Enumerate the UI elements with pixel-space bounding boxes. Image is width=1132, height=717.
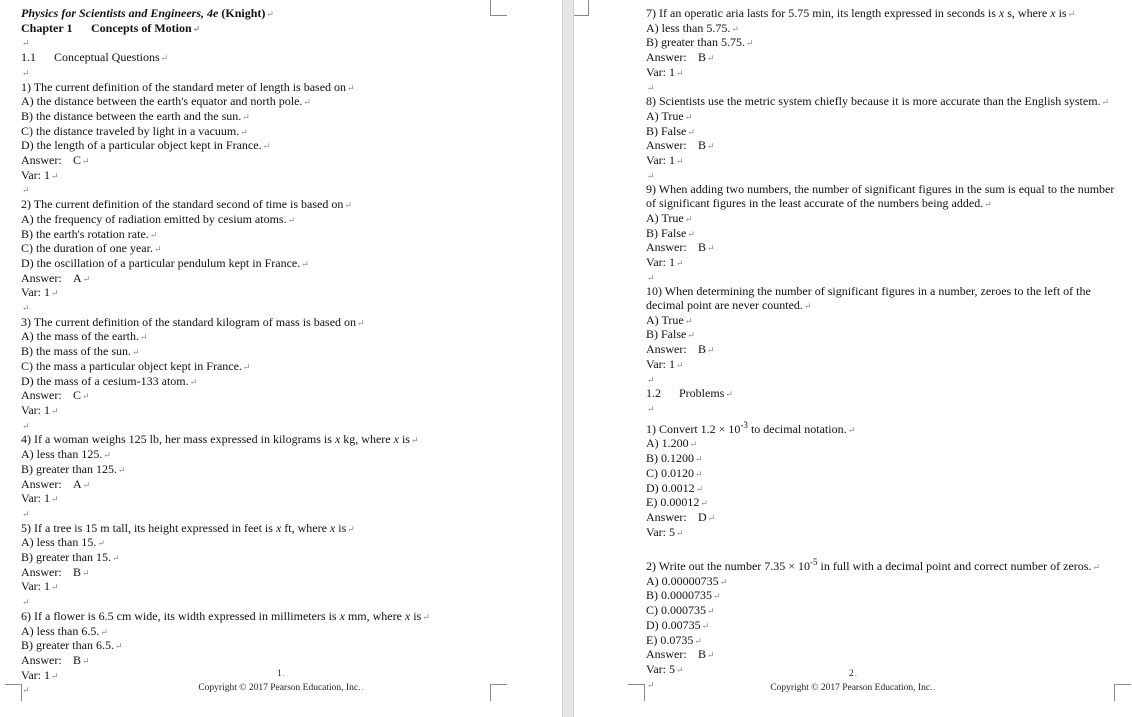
paragraph-mark-icon: ↵ [695, 454, 703, 465]
answer-option: A) the distance between the earth's equator and north pole.↵ [21, 94, 311, 109]
paragraph-mark-icon: ↵ [684, 213, 693, 224]
answer-option: B) 0.1200↵ [646, 451, 703, 466]
paragraph-mark-icon: ↵ [82, 391, 90, 402]
answer-option: A) less than 5.75.↵ [646, 20, 739, 35]
paragraph-mark-icon: ↵ [344, 200, 352, 211]
paragraph-mark-icon: ↵ [647, 272, 655, 283]
paragraph-mark-icon: ↵ [22, 303, 30, 314]
answer-option: A) True↵ [646, 312, 693, 327]
question-10 [646, 285, 1116, 372]
paragraph-mark-icon: ↵ [713, 591, 721, 602]
page-number: 2. [849, 668, 857, 679]
paragraph-mark-icon: ↵ [22, 685, 30, 696]
answer-key: Answer: C↵ [21, 388, 90, 403]
answer-option: C) 0.0120↵ [646, 465, 703, 480]
paragraph-mark-icon: ↵ [22, 185, 30, 196]
answer-option: A) less than 6.5.↵ [21, 623, 108, 638]
answer-key: Answer: C↵ [21, 153, 90, 168]
question-stem: 10) When determining the number of significant figures in a number, zeroes to the left of the decimal point are never counted.↵ [646, 284, 1091, 313]
answer-option: B) 0.0000735↵ [646, 588, 721, 603]
answer-option: A) True↵ [646, 210, 693, 225]
question-stem: 1) The current definition of the standard meter of length is based on↵ [21, 79, 355, 94]
answer-key: Answer: B↵ [646, 342, 715, 357]
answer-key: Answer: B↵ [21, 564, 90, 579]
chapter-label: Chapter 1 [21, 20, 73, 35]
answer-option: B) greater than 6.5.↵ [21, 638, 123, 653]
page-footer [0, 667, 562, 695]
page-2-text [646, 7, 1116, 692]
paragraph-mark-icon: ↵ [725, 389, 733, 400]
answer-key: Answer: B↵ [646, 50, 715, 65]
paragraph-mark-icon: ↵ [82, 273, 91, 284]
paragraph-mark-icon: ↵ [707, 243, 715, 254]
answer-option: B) False↵ [646, 327, 695, 342]
paragraph-mark-icon: ↵ [51, 170, 59, 181]
answer-option: B) greater than 15.↵ [21, 550, 120, 565]
paragraph-mark-icon: ↵ [192, 23, 201, 34]
paragraph-mark-icon: ↵ [647, 82, 655, 93]
answer-option: B) False↵ [646, 123, 695, 138]
paragraph-mark-icon: ↵ [707, 345, 715, 356]
answer-key: Answer: D↵ [646, 509, 716, 524]
paragraph-mark-icon: ↵ [262, 141, 271, 152]
margin-crop-mark [628, 684, 645, 701]
answer-option: C) the distance traveled by light in a vacuum.↵ [21, 123, 248, 138]
paragraph-mark-icon: ↵ [22, 508, 30, 519]
problem-2 [646, 556, 1116, 678]
question-stem: 1) Convert $1.2 \times 10^{-3}$ to decimal notation.↵ [646, 419, 856, 436]
paragraph-mark-icon: ↵ [847, 424, 856, 435]
paragraph-mark-icon: ↵ [687, 126, 695, 137]
paragraph-mark-icon: ↵ [694, 635, 702, 646]
answer-option: A) less than 125.↵ [21, 447, 111, 462]
answer-option: D) 0.00735↵ [646, 617, 710, 632]
variation-count: Var: 1↵ [21, 579, 59, 594]
paragraph-mark-icon: ↵ [357, 317, 365, 328]
answer-option: E) 0.0735↵ [646, 632, 702, 647]
paragraph-mark-icon: ↵ [347, 82, 355, 93]
paragraph-mark-icon: ↵ [51, 670, 59, 681]
paragraph-mark-icon: ↵ [22, 420, 30, 431]
question-stem: 2) Write out the number $7.35 \times 10^{-5}$ in full with a decimal point and correct number of zeros.↵ [646, 557, 1101, 573]
answer-option: D) the oscillation of a particular pendulum kept in France.↵ [21, 255, 309, 270]
question-stem: 6) If a flower is 6.5 cm wide, its width expressed in millimeters is x mm, where x is↵ [21, 608, 430, 623]
paragraph-mark-icon: ↵ [687, 330, 695, 341]
answer-option: B) the mass of the sun.↵ [21, 344, 140, 359]
paragraph-mark-icon: ↵ [266, 9, 274, 19]
paragraph-mark-icon: ↵ [132, 347, 140, 358]
paragraph-mark-icon: ↵ [103, 450, 111, 461]
answer-option: B) greater than 5.75.↵ [646, 35, 754, 50]
variation-count: Var: 5↵ [646, 661, 684, 676]
question-1 [21, 81, 541, 184]
paragraph-mark-icon: ↵ [687, 228, 695, 239]
variation-count: Var: 5↵ [646, 524, 684, 539]
section-number: 1.2 [646, 386, 661, 401]
variation-count: Var: 1↵ [646, 153, 684, 168]
question-4 [21, 433, 541, 507]
paragraph-mark-icon: ↵ [707, 53, 715, 64]
book-header [21, 7, 541, 22]
question-2 [21, 198, 541, 301]
paragraph-mark-icon: ↵ [707, 512, 716, 523]
paragraph-mark-icon: ↵ [242, 361, 251, 372]
paragraph-mark-icon: ↵ [114, 641, 123, 652]
answer-option: E) 0.00012↵ [646, 495, 708, 510]
paragraph-mark-icon: ↵ [303, 97, 311, 108]
variation-count: Var: 1↵ [21, 667, 59, 682]
problem-1 [646, 419, 1116, 541]
answer-option: A) 0.00000735↵ [646, 573, 728, 588]
paragraph-mark-icon: ↵ [707, 650, 715, 661]
paragraph-mark-icon: ↵ [82, 156, 90, 167]
question-8 [646, 95, 1116, 169]
copyright-notice: Copyright © 2017 Pearson Education, Inc.. [198, 682, 364, 693]
copyright-notice: Copyright © 2017 Pearson Education, Inc.. [770, 682, 936, 693]
paragraph-mark-icon: ↵ [676, 359, 684, 370]
paragraph-mark-icon: ↵ [100, 626, 108, 637]
paragraph-mark-icon: ↵ [51, 288, 59, 299]
variation-count: Var: 1↵ [21, 402, 59, 417]
variation-count: Var: 1↵ [21, 491, 59, 506]
page-gutter [562, 0, 574, 717]
question-stem: 3) The current definition of the standard kilogram of mass is based on↵ [21, 314, 365, 329]
question-5 [21, 522, 541, 596]
paragraph-mark-icon: ↵ [1067, 9, 1076, 19]
paragraph-mark-icon: ↵ [745, 38, 754, 49]
question-stem: 9) When adding two numbers, the number of significant figures in the sum is equal to the number of significant figures in the least accurate of the numbers being added.↵ [646, 182, 1115, 211]
question-stem: 4) If a woman weighs 125 lb, her mass expressed in kilograms is x kg, where x is↵ [21, 432, 419, 447]
paragraph-mark-icon: ↵ [684, 315, 693, 326]
paragraph-mark-icon: ↵ [1092, 562, 1101, 572]
paragraph-mark-icon: ↵ [676, 257, 684, 268]
paragraph-mark-icon: ↵ [97, 538, 105, 549]
answer-key: Answer: B↵ [646, 138, 715, 153]
paragraph-mark-icon: ↵ [695, 483, 704, 494]
answer-option: C) the mass a particular object kept in France.↵ [21, 358, 251, 373]
section-number: 1.1 [21, 50, 36, 65]
paragraph-mark-icon: ↵ [647, 170, 655, 181]
paragraph-mark-icon: ↵ [22, 597, 30, 608]
margin-crop-mark [5, 684, 22, 701]
paragraph-mark-icon: ↵ [410, 435, 419, 446]
paragraph-mark-icon: ↵ [695, 468, 703, 479]
paragraph-mark-icon: ↵ [287, 214, 296, 225]
book-author: (Knight) [221, 6, 266, 20]
paragraph-mark-icon: ↵ [647, 679, 655, 690]
chapter-heading [21, 22, 541, 37]
question-stem: 8) Scientists use the metric system chiefly because it is more accurate than the English system.↵ [646, 94, 1110, 109]
paragraph-mark-icon: ↵ [689, 439, 698, 450]
paragraph-mark-icon: ↵ [684, 111, 693, 122]
question-7 [646, 7, 1116, 81]
answer-key: Answer: A↵ [21, 270, 91, 285]
paragraph-mark-icon: ↵ [111, 553, 120, 564]
answer-option: A) the frequency of radiation emitted by cesium atoms.↵ [21, 211, 296, 226]
paragraph-mark-icon: ↵ [701, 620, 710, 631]
variation-count: Var: 1↵ [21, 167, 59, 182]
answer-option: D) the mass of a cesium-133 atom.↵ [21, 373, 198, 388]
section-heading [21, 51, 541, 66]
question-stem: 2) The current definition of the standard second of time is based on↵ [21, 197, 352, 212]
paragraph-mark-icon: ↵ [647, 403, 655, 414]
page-1-text [21, 7, 541, 698]
page-footer [574, 664, 1132, 695]
paragraph-mark-icon: ↵ [700, 498, 708, 509]
answer-option: C) 0.000735↵ [646, 603, 715, 618]
answer-option: D) 0.0012↵ [646, 480, 704, 495]
paragraph-mark-icon: ↵ [707, 606, 715, 617]
answer-option: B) the earth's rotation rate.↵ [21, 226, 158, 241]
chapter-title: Concepts of Motion [91, 20, 192, 35]
variation-count: Var: 1↵ [21, 285, 59, 300]
section-heading [646, 387, 1116, 402]
answer-option: A) 1.200↵ [646, 436, 698, 451]
paragraph-mark-icon: ↵ [117, 464, 126, 475]
paragraph-mark-icon: ↵ [347, 523, 355, 534]
paragraph-mark-icon: ↵ [984, 199, 992, 210]
paragraph-mark-icon: ↵ [676, 664, 684, 675]
paragraph-mark-icon: ↵ [676, 156, 684, 167]
question-3 [21, 316, 541, 419]
paragraph-mark-icon: ↵ [160, 53, 169, 64]
paragraph-mark-icon: ↵ [719, 576, 728, 587]
document-page-2 [574, 0, 1132, 717]
paragraph-mark-icon: ↵ [1101, 97, 1110, 108]
margin-crop-mark [1114, 684, 1131, 701]
paragraph-mark-icon: ↵ [51, 582, 59, 593]
paragraph-mark-icon: ↵ [240, 126, 248, 137]
margin-crop-mark [574, 0, 589, 16]
answer-key: Answer: B↵ [21, 652, 90, 667]
paragraph-mark-icon: ↵ [153, 244, 162, 255]
variation-count: Var: 1↵ [646, 356, 684, 371]
document-page-1 [0, 0, 562, 717]
answer-option: B) greater than 125.↵ [21, 461, 126, 476]
answer-option: C) the duration of one year.↵ [21, 241, 162, 256]
book-title: Physics for Scientists and Engineers, 4e [21, 6, 219, 20]
page-number: 1. [277, 668, 285, 679]
answer-option: B) False↵ [646, 225, 695, 240]
answer-option: A) less than 15.↵ [21, 535, 105, 550]
paragraph-mark-icon: ↵ [22, 67, 30, 78]
paragraph-mark-icon: ↵ [82, 655, 90, 666]
paragraph-mark-icon: ↵ [82, 479, 91, 490]
paragraph-mark-icon: ↵ [803, 301, 812, 312]
paragraph-mark-icon: ↵ [242, 111, 250, 122]
answer-key: Answer: A↵ [21, 476, 91, 491]
answer-option: A) True↵ [646, 108, 693, 123]
section-title: Problems [679, 386, 725, 401]
answer-key: Answer: B↵ [646, 647, 715, 662]
paragraph-mark-icon: ↵ [22, 38, 30, 49]
paragraph-mark-icon: ↵ [707, 141, 715, 152]
paragraph-mark-icon: ↵ [82, 567, 90, 578]
paragraph-mark-icon: ↵ [422, 611, 430, 622]
paragraph-mark-icon: ↵ [676, 527, 684, 538]
paragraph-mark-icon: ↵ [301, 258, 309, 269]
answer-option: D) the length of a particular object kept in France.↵ [21, 138, 271, 153]
answer-key: Answer: B↵ [646, 240, 715, 255]
paragraph-mark-icon: ↵ [51, 405, 59, 416]
paragraph-mark-icon: ↵ [676, 67, 684, 78]
paragraph-mark-icon: ↵ [139, 332, 148, 343]
variation-count: Var: 1↵ [646, 64, 684, 79]
paragraph-mark-icon: ↵ [189, 376, 198, 387]
margin-crop-mark [490, 0, 507, 16]
paragraph-mark-icon: ↵ [731, 23, 739, 34]
answer-option: A) the mass of the earth.↵ [21, 329, 148, 344]
section-title: Conceptual Questions [54, 50, 160, 65]
paragraph-mark-icon: ↵ [149, 229, 158, 240]
variation-count: Var: 1↵ [646, 254, 684, 269]
paragraph-mark-icon: ↵ [647, 374, 655, 385]
question-9 [646, 183, 1116, 270]
question-stem: 7) If an operatic aria lasts for 5.75 min, its length expressed in seconds is x s, where x is↵ [646, 6, 1076, 20]
paragraph-mark-icon: ↵ [51, 494, 59, 505]
answer-option: B) the distance between the earth and the sun.↵ [21, 108, 250, 123]
margin-crop-mark [490, 684, 507, 701]
question-stem: 5) If a tree is 15 m tall, its height expressed in feet is x ft, where x is↵ [21, 520, 355, 535]
